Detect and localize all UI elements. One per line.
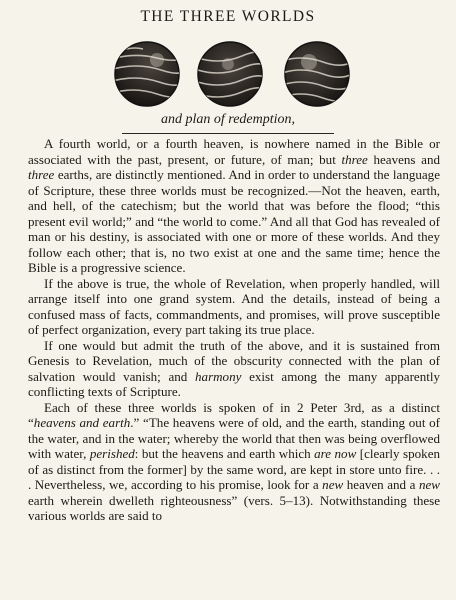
three-worlds-illustration bbox=[0, 40, 456, 112]
text-run: heavens and bbox=[367, 151, 440, 167]
striped-sphere-icon bbox=[113, 40, 181, 108]
body-paragraph bbox=[28, 338, 440, 400]
italic-text: heavens and earth bbox=[33, 415, 131, 430]
text-run: : but the heavens and earth which bbox=[134, 446, 315, 461]
page-subtitle: and plan of redemption, bbox=[160, 112, 296, 127]
italic-text: new bbox=[322, 477, 344, 492]
section-divider bbox=[122, 133, 334, 134]
text-run: earth wherein dwelleth righteousness” (vers. 5–13). Notwithstanding these various worlds are said to bbox=[28, 492, 440, 523]
text-run: [clearly spoken of as distinct from the former] by the same word, are kept in store unto fire. . . . Nevertheless, we, according to his promise, look for a bbox=[28, 446, 441, 492]
striped-sphere-icon bbox=[196, 40, 264, 108]
italic-text: perished bbox=[89, 446, 135, 461]
text-run: If one would but admit the truth of the above, and it is sustained from Genesis to Revelation, much of the obscurity connected with the plan of salvation would vanish; and bbox=[28, 337, 440, 384]
body-paragraph bbox=[28, 136, 440, 276]
italic-text: three bbox=[341, 151, 368, 167]
text-run: exist among the many apparently conflicting texts of Scripture. bbox=[28, 368, 440, 399]
text-run: heaven and a bbox=[343, 477, 419, 492]
text-run: Each of these three worlds is spoken of in 2 Peter 3rd, as a distinct “ bbox=[28, 399, 440, 430]
text-run: A fourth world, or a fourth heaven, is nowhere named in the Bible or associated with the past, present, or future, of man; but bbox=[28, 136, 440, 167]
italic-text: new bbox=[418, 477, 440, 492]
italic-text: are now bbox=[314, 446, 357, 461]
text-run: If the above is true, the whole of Revelation, when properly handled, will arrange itself into one grand system. And the details, instead of being a confused mass of facts, commandments, and promises, will prove susceptible of perfect organization, every part taking its true place. bbox=[28, 275, 440, 337]
text-run: .” “The heavens were of old, and the earth, standing out of the water, and in the water; whereby the world that then was being overflowed with water, bbox=[28, 415, 440, 461]
body-paragraph bbox=[28, 400, 440, 524]
text-run: earths, are distinctly mentioned. And in order to understand the language of Scripture, these three worlds must be recognized.—Not the heaven, earth, and hell, of the catechism; but the world that was before the flood; “this present evil world;” and “the world to come.” And all that God has revealed of man or his destiny, is associated with one or more of these worlds. And they follow each other; that is, no two exist at one and the same time; hence the Bible is a progressive science. bbox=[28, 167, 440, 275]
italic-text: three bbox=[28, 167, 55, 182]
italic-text: harmony bbox=[195, 368, 242, 384]
body-paragraph bbox=[28, 276, 440, 338]
striped-sphere-icon bbox=[283, 40, 351, 108]
page-title: THE THREE WORLDS bbox=[140, 8, 316, 25]
body-text bbox=[28, 136, 440, 524]
